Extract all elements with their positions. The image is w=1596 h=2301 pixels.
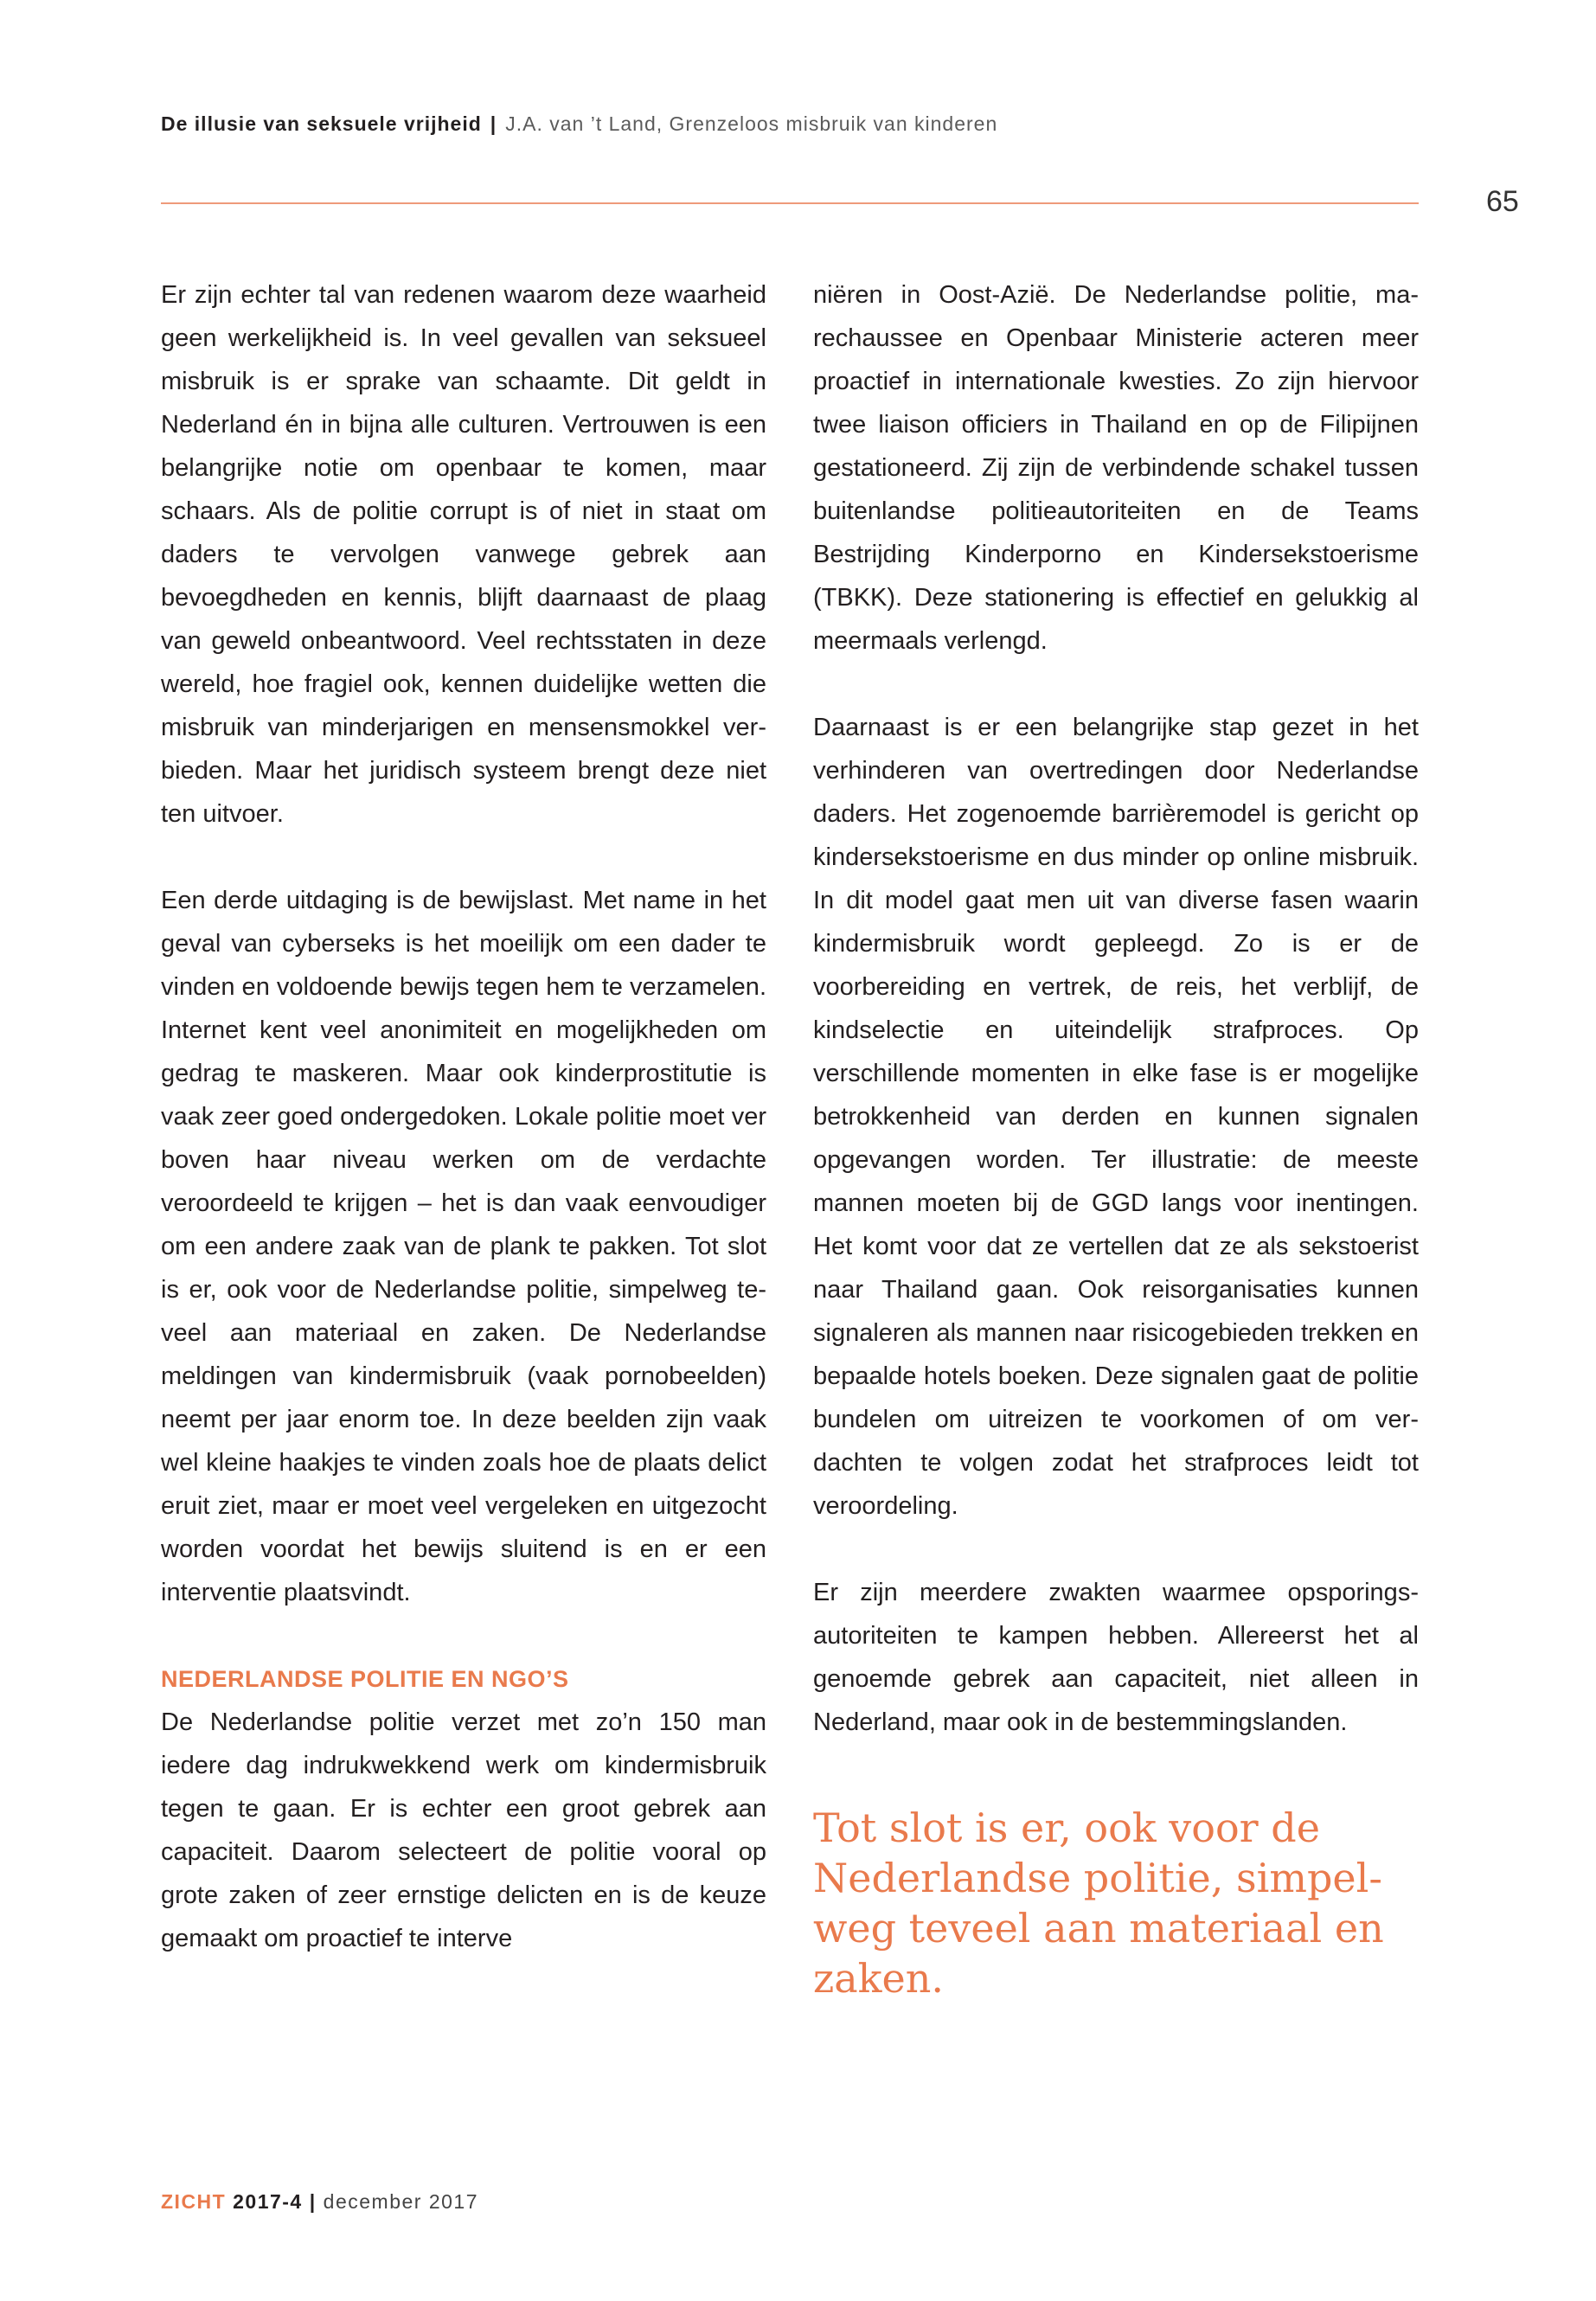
footer-separator: | bbox=[309, 2190, 317, 2213]
body-paragraph: Er zijn meerdere zwakten waarmee opsporingsautoriteiten te kampen hebben. Allereerst het al genoemde gebrek aan capaciteit, niet alleen in Nederland, maar ook in de bestemmingslanden. bbox=[813, 1579, 1419, 1736]
pull-quote: Tot slot is er, ook voor de Nederlandse politie, simpelweg teveel aan materiaal en zaken. bbox=[813, 1804, 1384, 2002]
body-paragraph: De Nederlandse politie verzet met zo’n 150 man iedere dag indrukwekkend werk om kindermisbruik tegen te gaan. Er is echter een groot gebrek aan capaciteit. Daarom selecteert de politie vooral op grote zaken of zeer ernstige delicten en is de keuze gemaakt om proactief te interve bbox=[161, 1708, 766, 1952]
article-author-subtitle: J.A. van ’t Land, Grenzeloos misbruik van kinderen bbox=[505, 112, 998, 135]
section-heading: NEDERLANDSE POLITIE EN NGO’S bbox=[161, 1666, 569, 1692]
header-separator: | bbox=[490, 112, 497, 135]
body-paragraph: niëren in Oost-Azië. De Nederlandse politie, marechaussee en Openbaar Ministerie acteren meer proactief in internationale kwesties. Zo zijn hiervoor twee liaison officiers in Thailand en op de Filipijnen gestationeerd. Zij zijn de verbindende schakel tussen buitenlandse politieautoriteiten en de Teams Bestrijding Kinderporno en Kindersekstoerisme (TBKK). Deze stationering is effectief en gelukkig al meermaals verlengd. bbox=[813, 281, 1419, 655]
body-paragraph: Er zijn echter tal van redenen waarom deze waarheid geen werkelijkheid is. In veel gevallen van seksueel misbruik is er sprake van schaamte. Dit geldt in Nederland én in bijna alle culturen. Vertrouwen is een belangrijke notie om openbaar te komen, maar schaars. Als de politie corrupt is of niet in staat om daders te vervolgen vanwege gebrek aan bevoegdheden en kennis, blijft daarnaast de plaag van geweld onbeantwoord. Veel rechtsstaten in deze wereld, hoe fragiel ook, kennen duidelijke wetten die misbruik van minderjarigen en mensensmokkel verbieden. Maar het juridisch systeem brengt deze niet ten uitvoer. bbox=[161, 281, 766, 828]
page-footer bbox=[161, 2190, 478, 2214]
left-column bbox=[161, 273, 766, 1960]
issue-date: december 2017 bbox=[323, 2190, 479, 2213]
issue-number: 2017-4 bbox=[233, 2190, 303, 2213]
magazine-name: ZICHT bbox=[161, 2190, 227, 2213]
body-paragraph: Een derde uitdaging is de bewijslast. Met name in het geval van cyberseks is het moeilijk om een dader te vinden en voldoende bewijs tegen hem te verzamelen. Internet kent veel anonimiteit en mogelijkheden om gedrag te maskeren. Maar ook kinderprostitutie is vaak zeer goed ondergedoken. Lokale politie moet ver boven haar niveau werken om de verdachte veroordeeld te krijgen – het is dan vaak eenvoudiger om een andere zaak van de plank te pakken. Tot slot is er, ook voor de Nederlandse politie, simpelweg teveel aan materiaal en zaken. De Nederlandse meldingen van kindermisbruik (vaak pornobeelden) neemt per jaar enorm toe. In deze beelden zijn vaak wel kleine haakjes te vinden zoals hoe de plaats delict eruit ziet, maar er moet veel vergeleken en uitgezocht worden voordat het bewijs sluitend is en er een interventie plaatsvindt. bbox=[161, 887, 766, 1606]
right-column bbox=[813, 273, 1419, 2003]
running-header bbox=[161, 112, 997, 136]
article-series-title: De illusie van seksuele vrijheid bbox=[161, 112, 482, 135]
page-number: 65 bbox=[1486, 185, 1519, 218]
body-paragraph: Daarnaast is er een belangrijke stap gezet in het verhinderen van overtredingen door Nederlandse daders. Het zogenoemde barrièremodel is gericht op kindersekstoerisme en dus minder op online misbruik. In dit model gaat men uit van diverse fasen waarin kindermisbruik wordt gepleegd. Zo is er de voorbereiding en vertrek, de reis, het verblijf, de kindselectie en uiteindelijk strafproces. Op verschillende momenten in elke fase is er mogelijke betrokkenheid van derden en kunnen signalen opgevangen worden. Ter illustratie: de meeste mannen moeten bij de GGD langs voor inentingen. Het komt voor dat ze vertellen dat ze als sekstoerist naar Thailand gaan. Ook reisorganisaties kunnen signaleren als mannen naar risicogebieden trekken en bepaalde hotels boeken. Deze signalen gaat de politie bundelen om uitreizen te voorkomen of om verdachten te volgen zodat het strafproces leidt tot veroordeling. bbox=[813, 714, 1419, 1520]
header-rule bbox=[161, 202, 1419, 204]
